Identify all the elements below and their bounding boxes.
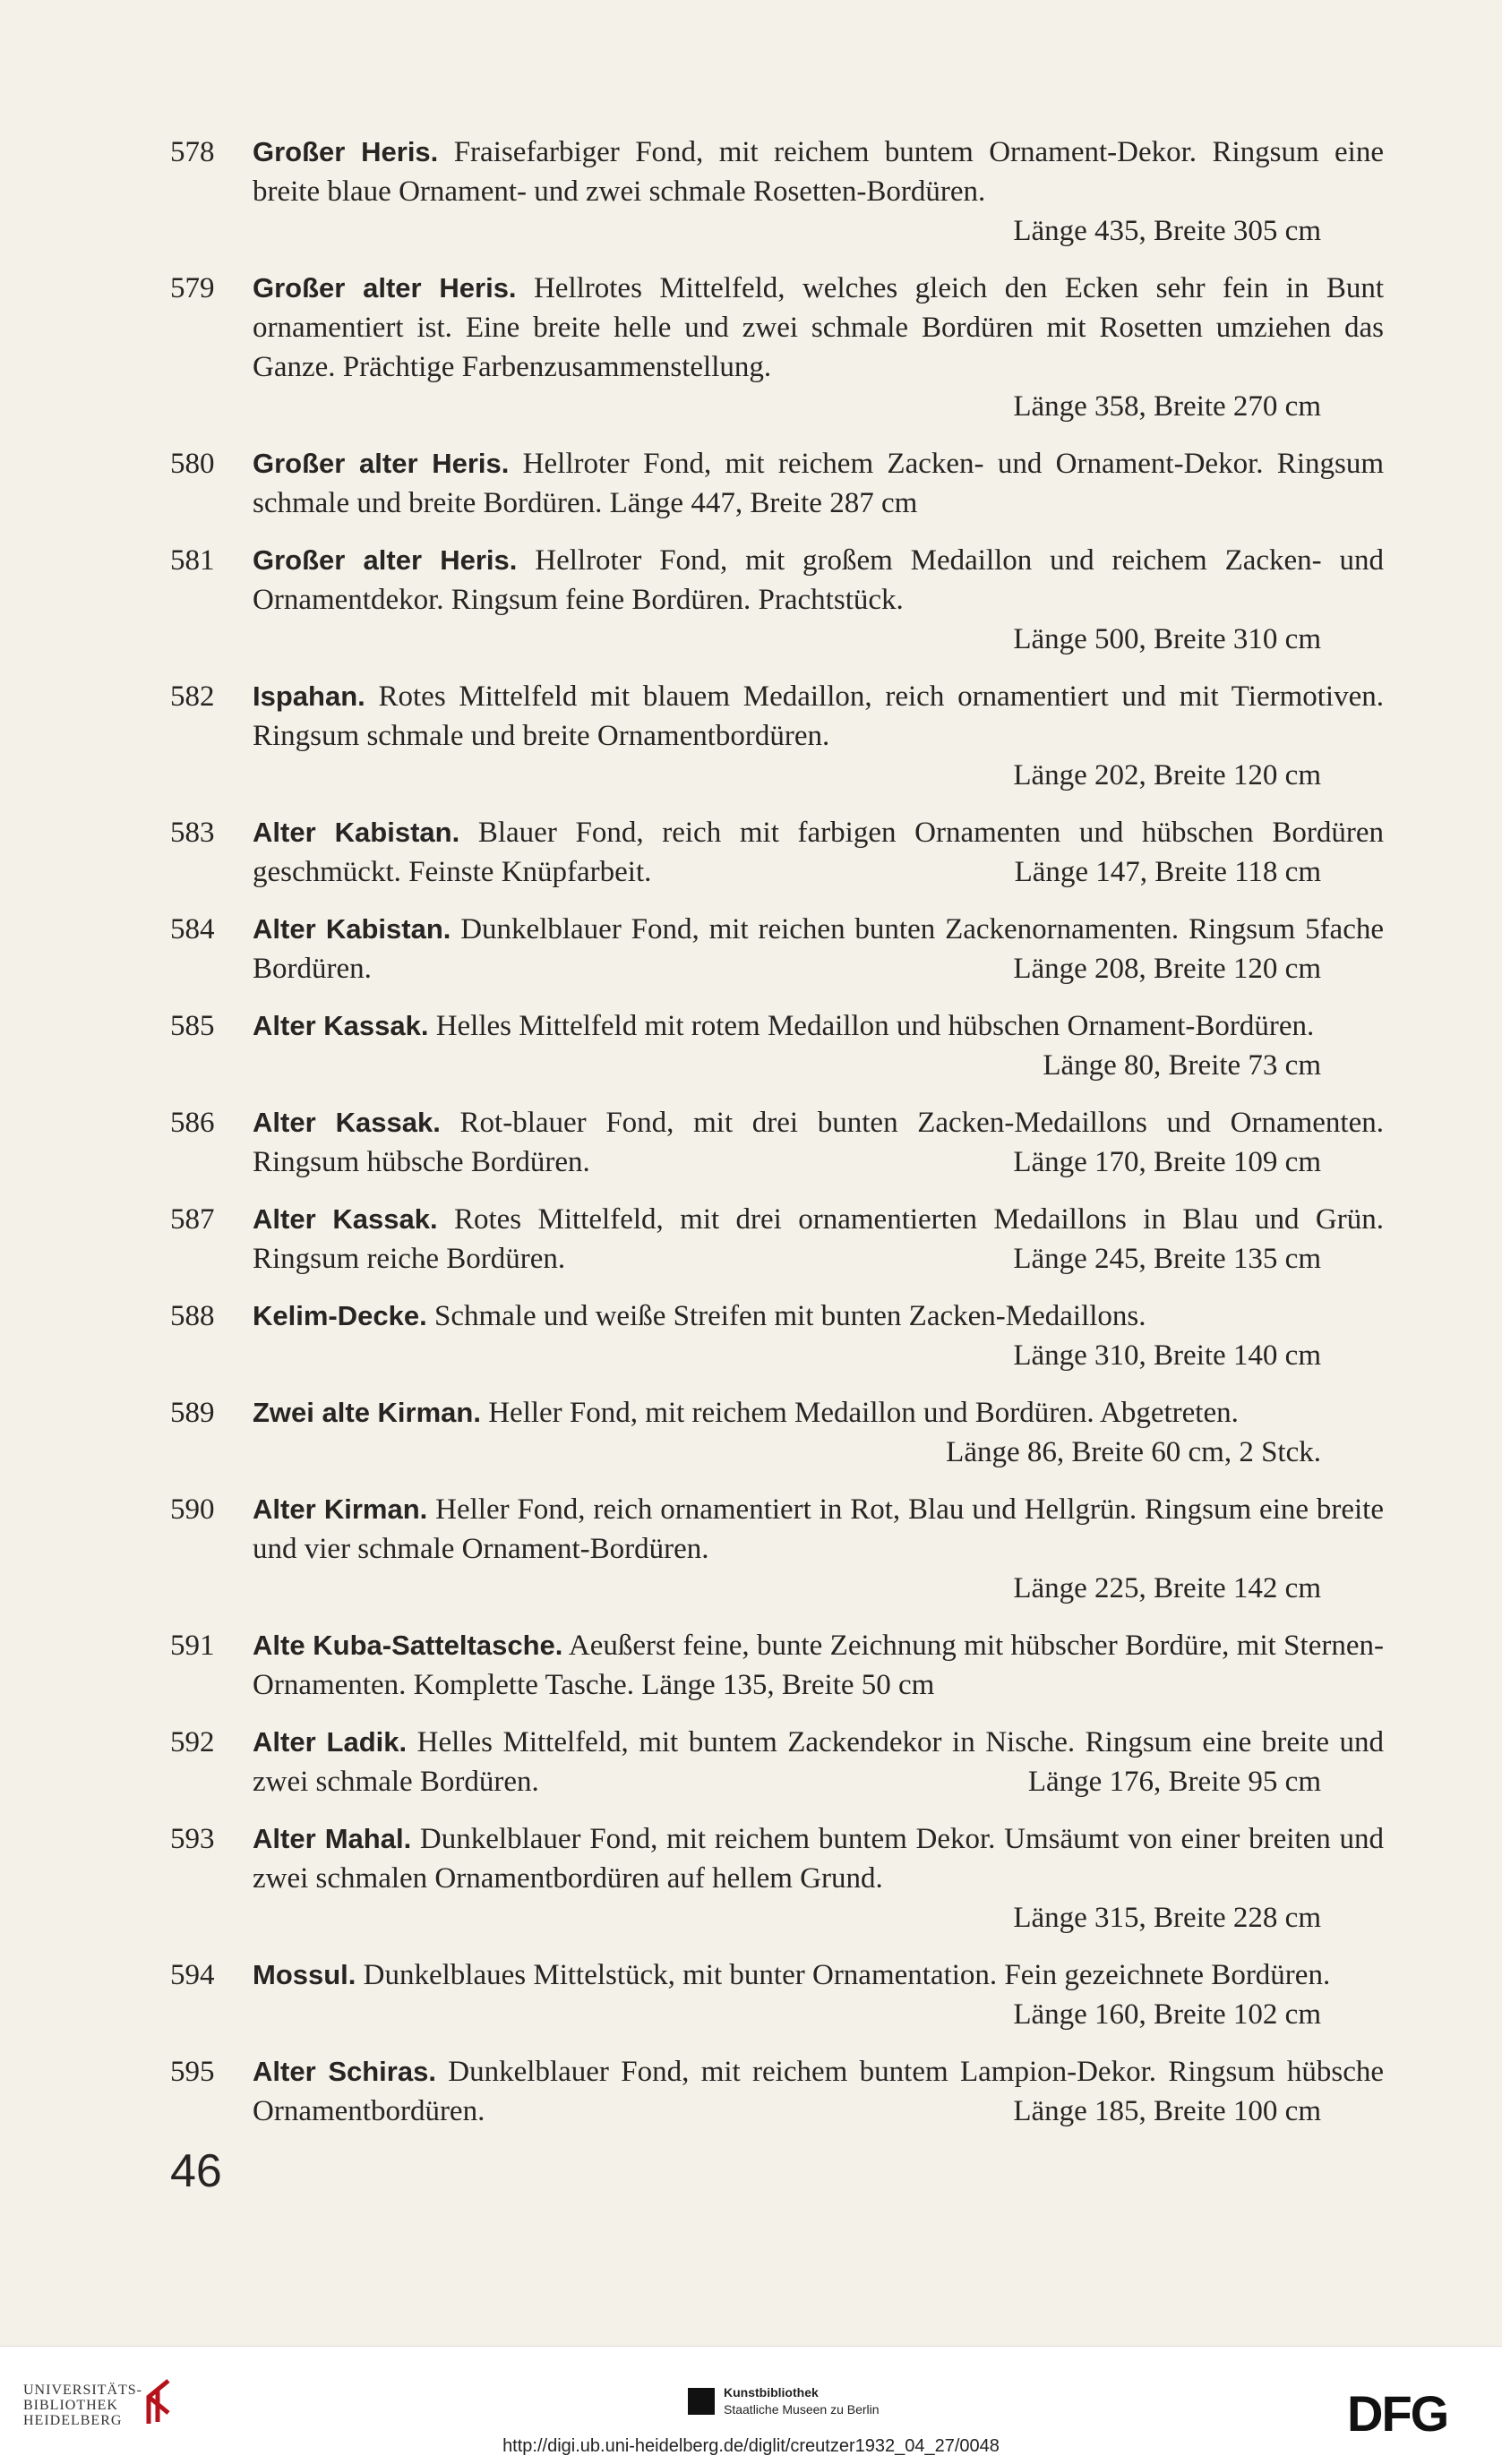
- kunstbibliothek-title: Kunstbibliothek: [724, 2385, 819, 2400]
- entry-number: 579: [170, 272, 215, 304]
- entry-number: 586: [170, 1107, 215, 1139]
- entry-body: [253, 1955, 1384, 2034]
- entry-dimensions: Länge 80, Breite 73 cm: [1043, 1049, 1321, 1082]
- catalog-entry: [170, 444, 1384, 523]
- entry-number: 582: [170, 680, 215, 713]
- catalog-entries: [170, 133, 1384, 2149]
- catalog-entry: [170, 677, 1384, 795]
- catalog-entry: [170, 1200, 1384, 1279]
- university-logo-line: HEIDELBERG: [23, 2413, 123, 2428]
- catalog-entry: [170, 2052, 1384, 2131]
- entry-title: Großer Heris.: [253, 136, 439, 167]
- entry-title: Alte Kuba-Satteltasche.: [253, 1630, 563, 1661]
- page-number: 46: [170, 2145, 222, 2197]
- catalog-entry: [170, 1819, 1384, 1938]
- entry-description: Aeußerst feine, bunte Zeichnung mit hübscher Bordüre, mit Sternen-Ornamenten. Komplette Tasche. Länge 135, Breite 50 cm: [253, 1630, 1384, 1701]
- entry-description: Rot-blauer Fond, mit drei bunten Zacken-Medaillons und Ornamenten. Ringsum hübsche Bordüren.: [253, 1107, 1384, 1178]
- entry-body: [253, 1200, 1384, 1279]
- entry-number: 594: [170, 1959, 215, 1991]
- entry-dimensions: Länge 147, Breite 118 cm: [1014, 856, 1321, 888]
- entry-dimensions: Länge 86, Breite 60 cm, 2 Stck.: [946, 1436, 1321, 1468]
- entry-body: [253, 910, 1384, 988]
- entry-dimensions: Länge 208, Breite 120 cm: [1013, 953, 1321, 985]
- catalog-entry: [170, 1626, 1384, 1705]
- catalog-entry: [170, 133, 1384, 251]
- catalog-entry: [170, 541, 1384, 659]
- catalog-entry: [170, 910, 1384, 988]
- entry-number: 591: [170, 1630, 215, 1662]
- entry-title: Alter Kirman.: [253, 1493, 428, 1525]
- entry-dimensions: Länge 202, Breite 120 cm: [1013, 759, 1321, 791]
- entry-title: Alter Ladik.: [253, 1726, 408, 1758]
- permalink-url[interactable]: http://digi.ub.uni-heidelberg.de/diglit/creutzer1932_04_27/0048: [502, 2436, 1000, 2456]
- entry-number: 583: [170, 817, 215, 849]
- entry-number: 584: [170, 913, 215, 945]
- university-logo-line: BIBLIOTHEK: [23, 2398, 118, 2413]
- entry-title: Alter Kassak.: [253, 1107, 441, 1138]
- entry-number: 587: [170, 1203, 215, 1236]
- entry-number: 592: [170, 1726, 215, 1758]
- entry-description: Hellroter Fond, mit großem Medaillon und reichem Zacken- und Ornamentdekor. Ringsum feine Bordüren. Prachtstück.: [253, 544, 1384, 616]
- entry-dimensions: Länge 435, Breite 305 cm: [1013, 215, 1321, 247]
- dfg-logo[interactable]: DFG: [1347, 2385, 1448, 2442]
- catalog-entry: [170, 1006, 1384, 1085]
- university-mark-icon: [143, 2379, 174, 2426]
- entry-title: Großer alter Heris.: [253, 272, 517, 304]
- entry-description: Hellroter Fond, mit reichem Zacken- und Ornament-Dekor. Ringsum schmale und breite Bordüren. Länge 447, Breite 287 cm: [253, 448, 1384, 519]
- catalog-entry: [170, 1955, 1384, 2034]
- entry-number: 585: [170, 1010, 215, 1042]
- entry-title: Alter Kabistan.: [253, 913, 451, 945]
- entry-body: [253, 2052, 1384, 2131]
- entry-body: [253, 677, 1384, 795]
- entry-body: [253, 1723, 1384, 1801]
- entry-dimensions: Länge 500, Breite 310 cm: [1013, 623, 1321, 655]
- entry-body: [253, 813, 1384, 892]
- entry-description: Dunkelblaues Mittelstück, mit bunter Ornamentation. Fein gezeichnete Bordüren.: [356, 1959, 1331, 1991]
- entry-body: [253, 1490, 1384, 1608]
- entry-dimensions: Länge 358, Breite 270 cm: [1013, 390, 1321, 423]
- entry-title: Großer alter Heris.: [253, 544, 518, 576]
- catalog-entry: [170, 1490, 1384, 1608]
- entry-body: [253, 1626, 1384, 1705]
- entry-number: 593: [170, 1823, 215, 1855]
- entry-body: [253, 1819, 1384, 1938]
- entry-body: [253, 1393, 1384, 1472]
- catalog-entry: [170, 1723, 1384, 1801]
- entry-dimensions: Länge 176, Breite 95 cm: [1027, 1766, 1321, 1798]
- entry-title: Alter Mahal.: [253, 1823, 412, 1854]
- entry-description: Helles Mittelfeld, mit buntem Zackendekor in Nische. Ringsum eine breite und zwei schmale Bordüren.: [253, 1726, 1384, 1798]
- entry-title: Großer alter Heris.: [253, 448, 510, 479]
- entry-dimensions: Länge 185, Breite 100 cm: [1013, 2095, 1321, 2127]
- entry-number: 589: [170, 1397, 215, 1429]
- digitization-footer: [0, 2346, 1502, 2464]
- entry-title: Alter Schiras.: [253, 2056, 436, 2087]
- entry-title: Kelim-Decke.: [253, 1300, 427, 1331]
- entry-description: Helles Mittelfeld mit rotem Medaillon und hübschen Ornament-Bordüren.: [428, 1010, 1315, 1042]
- catalog-entry: [170, 1393, 1384, 1472]
- entry-description: Heller Fond, reich ornamentiert in Rot, Blau und Hellgrün. Ringsum eine breite und vier schmale Ornament-Bordüren.: [253, 1493, 1384, 1565]
- entry-description: Hellrotes Mittelfeld, welches gleich den Ecken sehr fein in Bunt ornamentiert ist. Eine breite helle und zwei schmale Bordüren mit Rosetten umziehen das Ganze. Prächtige Farbenzusammenstellung.: [253, 272, 1384, 383]
- entry-title: Ispahan.: [253, 680, 365, 712]
- entry-title: Alter Kassak.: [253, 1203, 438, 1235]
- entry-number: 578: [170, 136, 215, 168]
- catalog-entry: [170, 1296, 1384, 1375]
- entry-description: Heller Fond, mit reichem Medaillon und Bordüren. Abgetreten.: [480, 1397, 1239, 1429]
- catalog-entry: [170, 1103, 1384, 1182]
- university-logo-line: UNIVERSITÄTS-: [23, 2383, 142, 2398]
- entry-dimensions: Länge 315, Breite 228 cm: [1013, 1902, 1321, 1934]
- entry-number: 581: [170, 544, 215, 577]
- entry-dimensions: Länge 225, Breite 142 cm: [1013, 1572, 1321, 1604]
- entry-description: Dunkelblauer Fond, mit reichem buntem Lampion-Dekor. Ringsum hübsche Ornamentbordüren.: [253, 2056, 1385, 2127]
- entry-body: [253, 1103, 1384, 1182]
- entry-title: Zwei alte Kirman.: [253, 1397, 481, 1428]
- entry-description: Dunkelblauer Fond, mit reichen bunten Zackenornamenten. Ringsum 5fache Bordüren.: [253, 913, 1384, 985]
- catalog-entry: [170, 269, 1384, 426]
- entry-number: 588: [170, 1300, 215, 1332]
- kunstbibliothek-label: [724, 2384, 880, 2418]
- kunstbibliothek-logo-icon[interactable]: [688, 2388, 715, 2415]
- entry-title: Mossul.: [253, 1959, 356, 1990]
- entry-dimensions: Länge 170, Breite 109 cm: [1013, 1146, 1321, 1178]
- catalog-entry: [170, 813, 1384, 892]
- entry-body: [253, 269, 1384, 426]
- kunstbibliothek-subtitle: Staatliche Museen zu Berlin: [724, 2402, 880, 2417]
- entry-number: 580: [170, 448, 215, 480]
- entry-description: Blauer Fond, reich mit farbigen Ornamenten und hübschen Bordüren geschmückt. Feinste Knüpfarbeit.: [253, 817, 1384, 888]
- entry-description: Rotes Mittelfeld, mit drei ornamentierten Medaillons in Blau und Grün. Ringsum reiche Bordüren.: [253, 1203, 1384, 1275]
- entry-number: 590: [170, 1493, 215, 1526]
- entry-body: [253, 1296, 1384, 1375]
- entry-body: [253, 444, 1384, 523]
- entry-number: 595: [170, 2056, 215, 2088]
- entry-description: Rotes Mittelfeld mit blauem Medaillon, reich ornamentiert und mit Tiermotiven. Ringsum schmale und breite Ornamentbordüren.: [253, 680, 1384, 752]
- entry-description: Schmale und weiße Streifen mit bunten Zacken-Medaillons.: [426, 1300, 1146, 1332]
- university-library-logo[interactable]: [23, 2383, 142, 2428]
- entry-dimensions: Länge 245, Breite 135 cm: [1013, 1243, 1321, 1275]
- entry-description: Fraisefarbiger Fond, mit reichem buntem Ornament-Dekor. Ringsum eine breite blaue Ornament- und zwei schmale Rosetten-Bordüren.: [253, 136, 1385, 208]
- entry-body: [253, 541, 1384, 659]
- entry-dimensions: Länge 160, Breite 102 cm: [1013, 1998, 1321, 2031]
- entry-description: Dunkelblauer Fond, mit reichem buntem Dekor. Umsäumt von einer breiten und zwei schmalen Ornamentbordüren auf hellem Grund.: [253, 1823, 1384, 1895]
- entry-title: Alter Kassak.: [253, 1010, 429, 1041]
- entry-body: [253, 1006, 1384, 1085]
- entry-body: [253, 133, 1384, 251]
- entry-dimensions: Länge 310, Breite 140 cm: [1013, 1339, 1321, 1372]
- entry-title: Alter Kabistan.: [253, 817, 460, 848]
